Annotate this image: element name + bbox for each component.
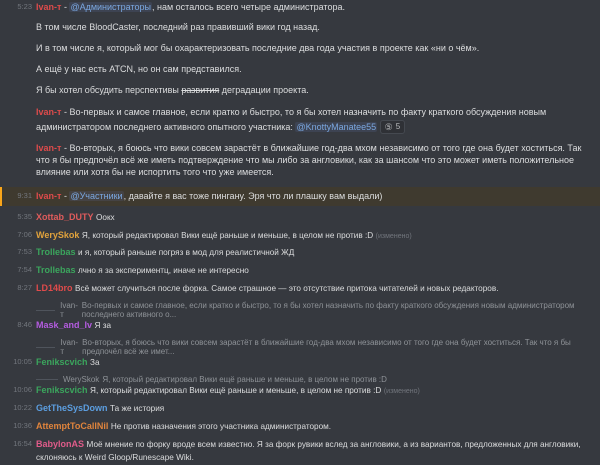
author-dash: -	[63, 143, 67, 154]
edited-marker: (изменено)	[383, 388, 420, 396]
message	[0, 374, 600, 398]
reply-quote-author[interactable]: Ivan-т	[60, 338, 79, 357]
message	[0, 0, 600, 14]
message-author[interactable]: Ivan-т	[36, 107, 62, 118]
message-text: лчно я за экспериментц, иначе не интересно	[78, 266, 249, 276]
message-timestamp: 10:36	[13, 421, 32, 431]
message	[0, 228, 600, 243]
message-text: , нам осталось всего четыре администратора.	[152, 2, 345, 12]
message-timestamp	[6, 42, 36, 43]
reply-quote-author[interactable]: Ivan-т	[60, 301, 78, 320]
role-mention[interactable]: @Участники	[70, 191, 123, 202]
reply-quote[interactable]	[6, 375, 594, 384]
message-timestamp	[6, 21, 36, 22]
message-timestamp	[6, 63, 36, 64]
author-dash: -	[63, 2, 67, 12]
message	[0, 281, 600, 296]
reply-quote-text: Во-вторых, я боюсь что вики совсем зарастёт в ближайшие год-два мхом независимо от того где она будет хоститься. Так что я бы предпочёл всё же имет...	[82, 338, 571, 357]
message-author[interactable]: Ivan-т	[36, 143, 62, 154]
message-text: Всё может случиться после форка. Самое страшное — это отсутствие притока читателей и новых редакторов.	[75, 284, 499, 294]
reply-connector-icon	[36, 347, 55, 348]
message-text: Та же история	[110, 404, 165, 414]
reply-connector-icon	[36, 310, 55, 311]
reply-quote-text: Я, который редактировал Вики ещё раньше и меньше, в целом не против :D	[102, 375, 387, 385]
reply-quote[interactable]	[6, 301, 594, 319]
message-timestamp: 10:06	[13, 385, 32, 395]
message	[0, 401, 600, 416]
message-author[interactable]: BabylonAS	[36, 439, 85, 450]
message-text: Я, который редактировал Вики ещё раньше и меньше, в целом не против :D	[81, 230, 374, 240]
edited-marker: (изменено)	[375, 232, 412, 240]
message-text: В том числе BloodCaster, последний раз правивший вики год назад.	[36, 22, 320, 33]
message-timestamp: 7:54	[17, 265, 32, 275]
message-text: За	[90, 358, 100, 368]
author-dash: -	[63, 191, 67, 202]
message-timestamp: 10:22	[13, 403, 32, 413]
message-timestamp: 8:27	[17, 283, 32, 293]
message-timestamp: 16:54	[13, 439, 32, 449]
message-author[interactable]: Mask_and_Iv	[36, 320, 93, 331]
user-mention[interactable]: @KnottyManatee55	[296, 122, 377, 133]
reply-quote-text: Во-первых и самое главное, если кратко и быстро, то я бы хотел назначить по факту краткого обсуждения новым администратором последнего активного о...	[81, 301, 575, 320]
message-text: и я, который раньше погряз в мод для реалистичной ЖД	[78, 248, 295, 258]
message	[0, 437, 600, 465]
message-author[interactable]: GetTheSysDown	[36, 403, 108, 414]
reply-quote[interactable]	[6, 338, 594, 356]
message-author[interactable]: Trollebas	[36, 247, 76, 258]
reaction-emoji: ⑤	[384, 122, 393, 133]
message-text: Я бы хотел обсудить перспективы развития деградации проекта.	[36, 85, 309, 96]
message-timestamp: 8:46	[17, 320, 32, 330]
message-author[interactable]: Ivan-т	[36, 2, 62, 12]
message-reaction[interactable]	[380, 120, 406, 134]
message-timestamp: 10:05	[13, 357, 32, 367]
message-mention-highlight	[0, 187, 600, 205]
message-text: И в том числе я, который мог бы охарактеризовать последние два года участия в проекте как «ни о чём».	[36, 43, 480, 54]
message-author[interactable]: Trollebas	[36, 265, 76, 276]
message-timestamp: 7:53	[17, 247, 32, 257]
message-text: Оокх	[96, 212, 115, 222]
message	[0, 210, 600, 225]
message-text: Я, который редактировал Вики ещё раньше и меньше, в целом не против :D	[90, 386, 382, 396]
message-author[interactable]: LD14bro	[36, 283, 73, 294]
message-author[interactable]: Ivan-т	[36, 191, 62, 202]
message-author[interactable]: Fenikscvich	[36, 385, 88, 396]
message-text: , давайте я вас тоже пингану. Эря что ли плашку вам выдали)	[123, 191, 383, 202]
role-mention[interactable]: @Администраторы	[70, 2, 151, 12]
reply-quote-author[interactable]: WerySkok	[63, 375, 100, 385]
message	[0, 41, 600, 55]
author-dash: -	[63, 107, 67, 118]
reply-connector-icon	[36, 379, 58, 380]
message-text: Я за	[94, 321, 112, 331]
message-timestamp	[6, 106, 36, 107]
message-timestamp: 7:06	[17, 229, 32, 239]
message	[0, 245, 600, 260]
message-text: Во-вторых, я боюсь что вики совсем зарастёт в ближайшие год-два мхом независимо от того где она будет хоститься. Так что я бы предпочёл всё же иметь подтверждение что мы либо за англовики, как за шансом что это может иметь положительное влияние или хотя бы не испортить того что уже имеется.	[36, 143, 582, 178]
message-text: Не против назначения этого участника администратором.	[110, 422, 332, 432]
message	[0, 300, 600, 333]
message	[0, 62, 600, 76]
message	[0, 263, 600, 278]
message-timestamp: 5:23	[17, 2, 32, 11]
message-text: Во-первых и самое главное, если кратко и быстро, то я бы хотел назначить по факту краткого обсуждения новым администратором последнего активного опытного участника:	[36, 107, 547, 133]
message-author[interactable]: AttemptToCallNil	[36, 421, 109, 432]
message-author[interactable]: Fenikscvich	[36, 357, 88, 368]
message-text: Моё мнение по форку вроде всем известно. Я за форк рувики вслед за англовики, а из вариантов, предложенных для англовики, склоняюсь к Weird Gloop/Runescape Wiki.	[36, 440, 581, 463]
message	[0, 337, 600, 370]
message-timestamp: 5:35	[17, 211, 32, 221]
message-timestamp: 9:31	[17, 191, 32, 201]
message-timestamp	[6, 84, 36, 85]
message-text: А ещё у нас есть ATCN, но он сам представился.	[36, 64, 242, 75]
message-author[interactable]: Xottab_DUTY	[36, 211, 94, 222]
message	[0, 20, 600, 34]
message	[0, 141, 600, 179]
message-author[interactable]: WerySkok	[36, 229, 80, 240]
message-timestamp	[6, 142, 36, 143]
message	[0, 83, 600, 97]
message	[0, 105, 600, 135]
message	[0, 419, 600, 434]
reaction-count: 5	[395, 121, 401, 131]
